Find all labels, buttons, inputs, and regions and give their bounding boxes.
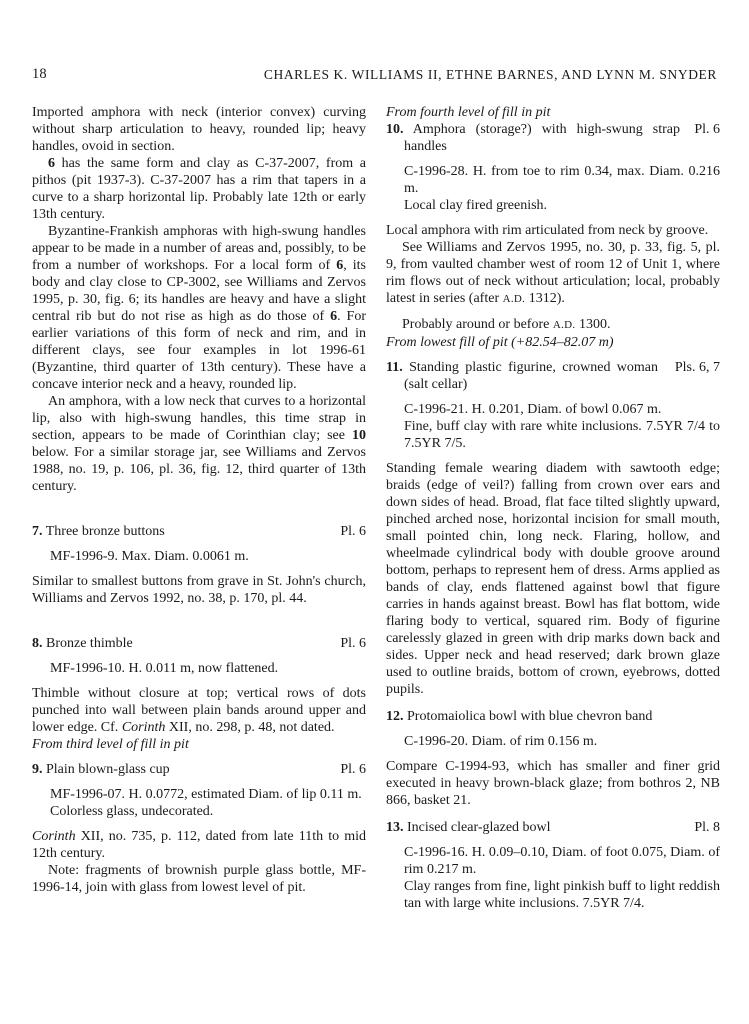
section-heading: From fourth level of fill in pit	[386, 105, 551, 120]
catalog-entry-12	[386, 708, 720, 809]
entry-number: 13.	[386, 820, 404, 835]
entry-description: Standing female wearing diadem with sawtooth edge; braids (edge of veil?) falling from crown over ears and down sides of head. Broad, flat face tilted slightly upward, pinched arched nose, horizontal incision for small mouth, small pointed chin, long neck. Flaring, hollow, and wheelmade cylindrical body with double groove around bottom, perhaps to represent hem of dress. Arms applied as bands of clay, ends flattened against bowl that figure carries in hands against breast. Bowl has flat bottom, wide flaring body to vertical, squared rim. Body of figurine carelessly glazed in green with drip marks down back and sides. Upper neck and head reserved; dark brown glaze used to outline braids, bottom of crown, eyebrows, dotted pupils.	[386, 461, 720, 697]
entry-title-text: Incised clear-glazed bowl	[403, 820, 551, 835]
era-abbrev: A.D.	[552, 319, 576, 331]
entry-title	[32, 635, 366, 652]
entry-text: See Williams and Zervos 1995, no. 30, p. 33, fig. 5, pl. 9, from vaulted chamber west of room 12 of Unit 1, where rim flows out of neck without articulation; local, probably latest in series (after	[386, 240, 720, 306]
entry-note: Note: fragments of brownish purple glass bottle, MF-1996-14, join with glass from lowest level of pit.	[32, 863, 366, 895]
catalog-entry-10	[386, 121, 720, 334]
entry-inventory: MF-1996-10. H. 0.011 m, now flattened.	[50, 661, 279, 676]
catalog-ref: 6	[330, 309, 338, 324]
entry-inventory: C-1996-20. Diam. of rim 0.156 m.	[404, 734, 598, 749]
paragraph-text: has the same form and clay as C-37-2007, from a pithos (pit 1937-3). C-37-2007 has a rim that tapers in a curve to a sharp horizontal lip. Probably late 12th or early 13th century.	[32, 156, 366, 222]
entry-title-text: Bronze thimble	[42, 636, 133, 651]
entry-material: Fine, buff clay with rare white inclusions. 7.5YR 7/4 to 7.5YR 7/5.	[404, 419, 720, 451]
entry-inventory: C-1996-16. H. 0.09–0.10, Diam. of foot 0.075, Diam. of rim 0.217 m.	[404, 845, 720, 877]
entry-title-text: Amphora (storage?) with high-swung strap handles	[403, 122, 680, 154]
entry-inventory: C-1996-28. H. from toe to rim 0.34, max. Diam. 0.216 m.	[404, 164, 720, 196]
entry-description-text: XII, no. 735, p. 112, dated from late 11th to mid 12th century.	[32, 829, 366, 861]
entry-description-text: XII, no. 298, p. 48, not dated.	[165, 720, 335, 735]
section-heading: From lowest fill of pit (+82.54–82.07 m)	[386, 335, 614, 350]
plate-ref: Pl. 6	[340, 636, 366, 651]
plate-ref: Pls. 6, 7	[674, 360, 720, 375]
paragraph	[32, 223, 366, 393]
entry-title-text: Protomaiolica bowl with blue chevron band	[403, 709, 653, 724]
entry-description-text: Thimble without closure at top; vertical rows of dots punched into wall between plain bands around upper and lower edge. Cf.	[32, 686, 366, 735]
entry-number: 8.	[32, 636, 43, 651]
paragraph: Imported amphora with neck (interior convex) curving without sharp articulation to heavy, rounded lip; heavy handles, ovoid in section.	[32, 105, 366, 154]
catalog-entry-7	[32, 523, 366, 607]
catalog-entry-8	[32, 635, 366, 736]
catalog-entry-9	[32, 761, 366, 896]
plate-ref: Pl. 8	[694, 820, 720, 835]
entry-title-text: Standing plastic figurine, crowned woman (salt cellar)	[402, 360, 658, 392]
entry-text: 1300.	[575, 317, 611, 332]
entry-description	[32, 685, 366, 736]
entry-material: Local clay fired greenish.	[404, 198, 548, 213]
paragraph-text: . For earlier variations of this form of neck and rim, and in different clays, see four examples in lot 1996-61 (Byzantine, third quarter of 13th century). These have a concave interior neck and a heavy, rounded lip.	[32, 309, 366, 392]
entry-description: Similar to smallest buttons from grave in St. John's church, Williams and Zervos 1992, no. 38, p. 170, pl. 44.	[32, 574, 366, 606]
entry-number: 7.	[32, 524, 43, 539]
paragraph	[32, 393, 366, 495]
entry-inventory: C-1996-21. H. 0.201, Diam. of bowl 0.067 m.	[404, 402, 662, 417]
entry-comparanda	[386, 239, 720, 308]
paragraph-text: An amphora, with a low neck that curves to a horizontal lip, also with high-swung handles, this time strap in section, appears to be made of Corinthian clay; see	[32, 394, 366, 443]
catalog-entry-11	[386, 359, 720, 698]
plate-ref: Pl. 6	[694, 122, 720, 137]
entry-number: 9.	[32, 762, 43, 777]
entry-title	[386, 359, 720, 393]
entry-description	[32, 828, 366, 862]
entry-title-text: Three bronze buttons	[42, 524, 165, 539]
entry-title	[386, 708, 720, 725]
plate-ref: Pl. 6	[340, 524, 366, 539]
entry-title	[386, 121, 720, 155]
entry-description: Compare C-1994-93, which has smaller and finer grid executed in heavy brown-black glaze; from bothros 2, NB 866, basket 21.	[386, 759, 720, 808]
era-abbrev: A.D.	[502, 293, 526, 305]
catalog-entry-13	[386, 819, 720, 912]
entry-text: Probably around or before	[402, 317, 553, 332]
paragraph-text: , its body and clay close to CP-3002, see Williams and Zervos 1995, p. 30, fig. 6; its handles are heavy and have a slight central rib but do not rise as high as do those of	[32, 258, 366, 324]
paragraph-text: Byzantine-Frankish amphoras with high-swung handles appear to be made in a number of areas and, possibly, to be from a number of workshops. For a local form of	[32, 224, 366, 273]
entry-title	[32, 523, 366, 540]
entry-title-text: Plain blown-glass cup	[42, 762, 170, 777]
entry-title	[386, 819, 720, 836]
paragraph	[32, 155, 366, 223]
left-column	[32, 104, 366, 896]
entry-number: 11.	[386, 360, 403, 375]
entry-material: Colorless glass, undecorated.	[50, 804, 214, 819]
entry-description: Local amphora with rim articulated from neck by groove.	[386, 223, 709, 238]
entry-material: Clay ranges from fine, light pinkish buff to light reddish tan with large white inclusions. 7.5YR 7/4.	[404, 879, 720, 911]
publication-title: Corinth	[121, 720, 166, 735]
page-number: 18	[32, 66, 47, 82]
entry-inventory: MF-1996-07. H. 0.0772, estimated Diam. of lip 0.11 m.	[50, 787, 362, 802]
entry-number: 12.	[386, 709, 404, 724]
catalog-ref: 6	[336, 258, 344, 273]
running-title-authors: CHARLES K. WILLIAMS II, ETHNE BARNES, AND LYNN M. SNYDER	[263, 67, 717, 82]
entry-inventory: MF-1996-9. Max. Diam. 0.0061 m.	[50, 549, 249, 564]
entry-number: 10.	[386, 122, 404, 137]
catalog-ref: 6	[48, 156, 55, 171]
plate-ref: Pl. 6	[340, 762, 366, 777]
section-heading: From third level of fill in pit	[32, 737, 189, 752]
entry-date	[386, 316, 720, 334]
paragraph-text: below. For a similar storage jar, see Williams and Zervos 1988, no. 19, p. 106, pl. 36, fig. 12, third quarter of 13th century.	[32, 445, 366, 494]
catalog-ref: 10	[352, 428, 366, 443]
publication-title: Corinth	[32, 829, 76, 844]
entry-text: 1312).	[525, 291, 565, 306]
right-column	[386, 104, 720, 912]
entry-title	[32, 761, 366, 778]
